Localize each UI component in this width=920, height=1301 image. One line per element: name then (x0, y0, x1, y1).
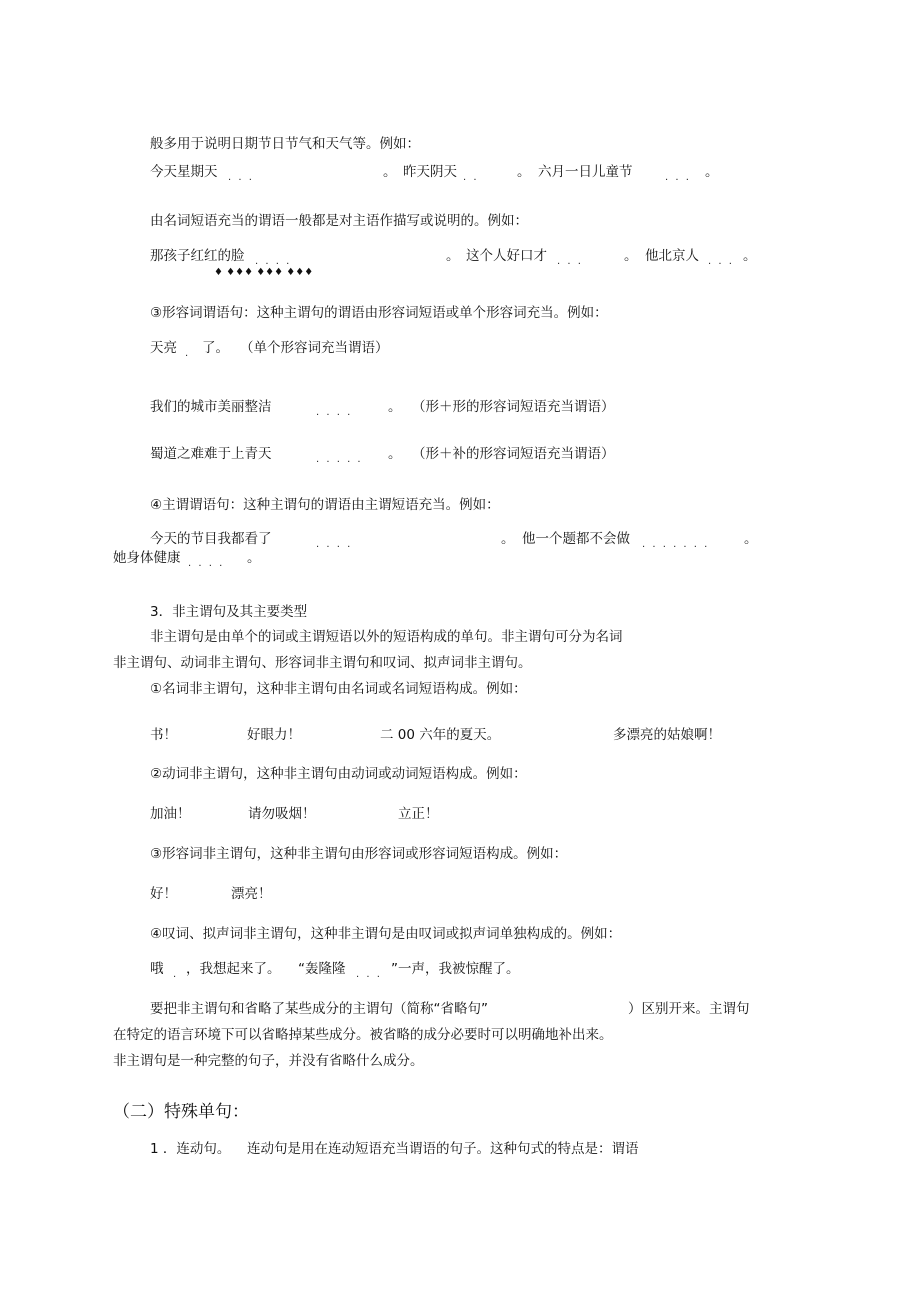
punctuation: 。 (705, 164, 719, 180)
annotation: （单个形容词充当谓语） (240, 340, 389, 356)
example-text: 加油！ (150, 806, 191, 822)
text-line: 般多用于说明日期节日节气和天气等。例如： (150, 136, 420, 152)
emphasis-dots: . . . . (188, 558, 225, 569)
emphasis-dots: . . . . (316, 539, 353, 550)
punctuation: 。 (446, 248, 460, 264)
example-text: 他北京人 (645, 248, 699, 264)
text-line: 1 ．连动句。 (150, 1141, 231, 1157)
text-line: ②动词非主谓句，这种非主谓句由动词或动词短语构成。例如： (150, 766, 527, 782)
example-text: 了。 (202, 340, 229, 356)
example-text: 今天星期天 (150, 164, 218, 180)
emphasis-dots: . . . . (255, 256, 292, 267)
emphasis-dots: . . . (228, 172, 254, 183)
text-line: 连动句是用在连动短语充当谓语的句子。这种句式的特点是：谓语 (247, 1141, 639, 1157)
punctuation: 。 (624, 248, 638, 264)
emphasis-dots: . (185, 348, 191, 359)
example-text: ”一声，我被惊醒了。 (391, 961, 520, 977)
text-line: ③形容词谓语句：这种主谓句的谓语由形容词短语或单个形容词充当。例如： (150, 305, 608, 321)
example-text: 请勿吸烟！ (248, 806, 316, 822)
example-text: 漂亮！ (231, 886, 272, 902)
text-line: 在特定的语言环境下可以省略掉某些成分。被省略的成分必要时可以明确地补出来。 (113, 1027, 613, 1043)
example-text: 她身体健康 (113, 550, 181, 566)
punctuation: 。 (743, 248, 757, 264)
punctuation: 。 (744, 531, 758, 547)
example-text: 书！ (150, 727, 177, 743)
example-text: “轰隆隆 (298, 961, 346, 977)
example-text: 蜀道之难难于上青天 (150, 446, 272, 462)
example-text: 哦 (150, 961, 164, 977)
punctuation: 。 (517, 164, 531, 180)
text-line: 非主谓句、动词非主谓句、形容词非主谓句和叹词、拟声词非主谓句。 (113, 655, 532, 671)
emphasis-dots: . (173, 969, 179, 980)
example-text: 昨天阴天 (403, 164, 457, 180)
punctuation: 。 (388, 399, 402, 415)
emphasis-dots: . . . . . (316, 454, 363, 465)
annotation: （形＋补的形容词短语充当谓语） (412, 446, 615, 462)
text-line: ④叹词、拟声词非主谓句，这种非主谓句是由叹词或拟声词单独构成的。例如： (150, 926, 622, 942)
emphasis-dots: . . . . . . . (642, 539, 710, 550)
example-text: 立正！ (398, 806, 439, 822)
example-text: 六月一日儿童节 (538, 164, 633, 180)
emphasis-dots: . . (463, 172, 479, 183)
text-line: 由名词短语充当的谓语一般都是对主语作描写或说明的。例如： (150, 213, 528, 229)
punctuation: 。 (383, 164, 397, 180)
emphasis-dots: . . . (665, 172, 691, 183)
example-text: 这个人好口才 (466, 248, 547, 264)
example-text: 二 00 六年的夏天。 (380, 727, 501, 743)
example-text: 多漂亮的姑娘啊！ (613, 727, 721, 743)
punctuation: 。 (388, 446, 402, 462)
section-heading: （二）特殊单句： (113, 1102, 249, 1122)
example-text: 好！ (150, 886, 177, 902)
emphasis-dots: . . . (557, 256, 583, 267)
text-line: ④主谓谓语句：这种主谓句的谓语由主谓短语充当。例如： (150, 497, 500, 513)
example-text: ，我想起来了。 (186, 961, 281, 977)
example-text: 今天的节目我都看了 (150, 531, 272, 547)
text-line: ）区别开来。主谓句 (628, 1001, 750, 1017)
emphasis-dots: . . . . (316, 407, 353, 418)
example-text: 天亮 (150, 340, 177, 356)
example-text: 那孩子红红的脸 (150, 248, 245, 264)
example-text: 好眼力！ (247, 727, 301, 743)
text-line: 非主谓句是由单个的词或主谓短语以外的短语构成的单句。非主谓句可分为名词 (150, 629, 623, 645)
text-line: 非主谓句是一种完整的句子，并没有省略什么成分。 (113, 1053, 424, 1069)
emphasis-dots: . . . (356, 969, 382, 980)
text-line: ①名词非主谓句，这种非主谓句由名词或名词短语构成。例如： (150, 681, 527, 697)
text-line: 要把非主谓句和省略了某些成分的主谓句（简称“省略句” (150, 1001, 488, 1017)
text-line: ③形容词非主谓句，这种非主谓句由形容词或形容词短语构成。例如： (150, 846, 568, 862)
punctuation: 。 (247, 550, 261, 566)
emphasis-diamonds: ♦ ♦♦♦ ♦♦♦ ♦♦♦ (214, 267, 314, 278)
punctuation: 。 (501, 531, 515, 547)
example-text: 我们的城市美丽整洁 (150, 399, 272, 415)
annotation: （形＋形的形容词短语充当谓语） (412, 399, 615, 415)
emphasis-dots: . . . (708, 256, 734, 267)
example-text: 他一个题都不会做 (522, 531, 630, 547)
section-heading: 3．非主谓句及其主要类型 (150, 604, 308, 620)
